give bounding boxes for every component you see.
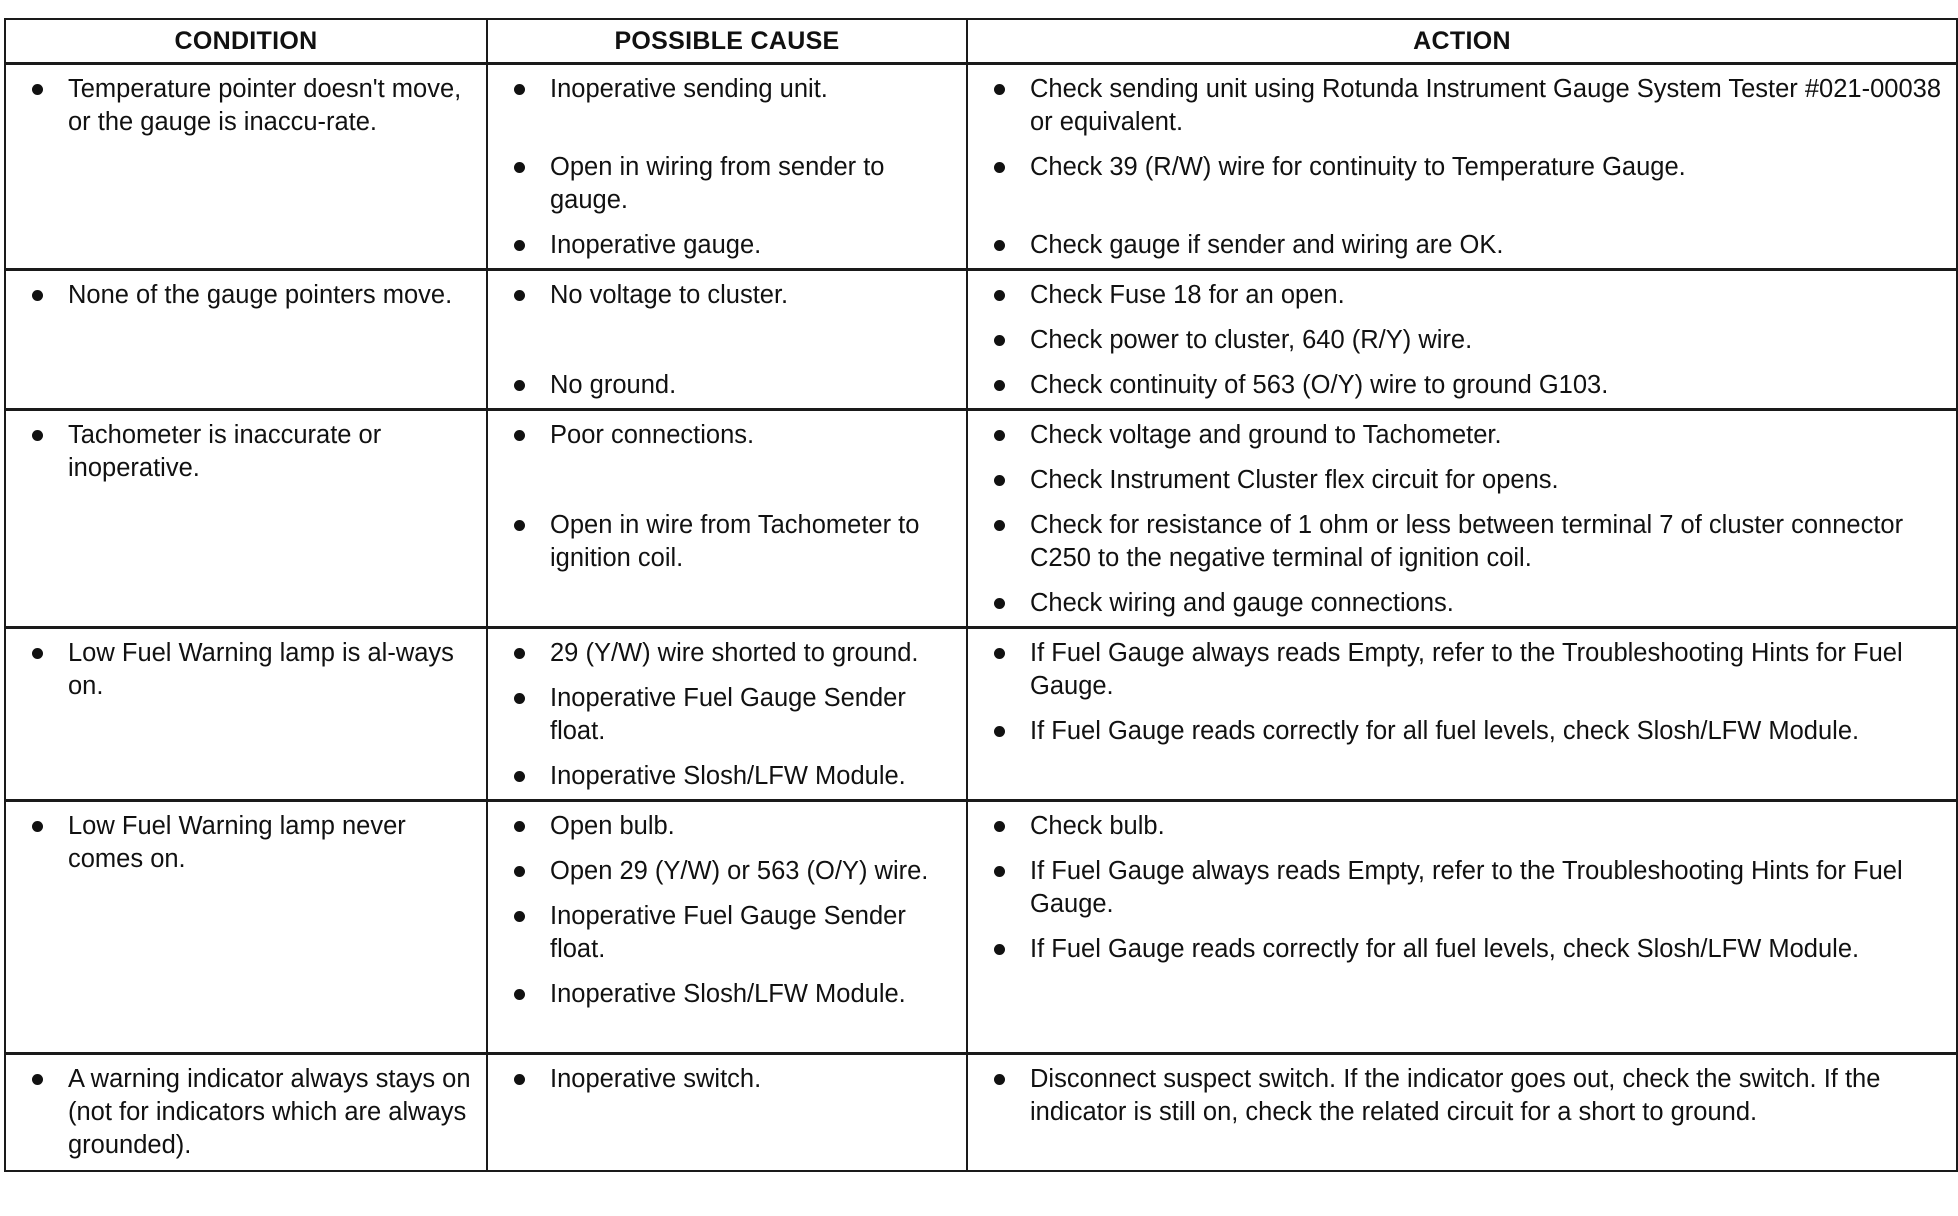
list-item: No voltage to cluster. [500, 279, 956, 312]
cause-cell [487, 628, 967, 801]
list-item: Low Fuel Warning lamp is al-ways on. [18, 637, 476, 703]
table-row [5, 410, 1957, 628]
list-item: If Fuel Gauge always reads Empty, refer to the Troubleshooting Hints for Fuel Gauge. [980, 855, 1946, 921]
list-item: Inoperative Fuel Gauge Sender float. [500, 682, 956, 748]
cause-cell [487, 801, 967, 1054]
table-row [5, 628, 1957, 801]
table-row [5, 270, 1957, 410]
list-item: If Fuel Gauge reads correctly for all fuel levels, check Slosh/LFW Module. [980, 715, 1946, 748]
list-item: Open 29 (Y/W) or 563 (O/Y) wire. [500, 855, 956, 888]
list-item: Inoperative switch. [500, 1063, 956, 1096]
header-action: ACTION [967, 19, 1957, 64]
list-item: Open in wiring from sender to gauge. [500, 151, 956, 217]
list-item: Disconnect suspect switch. If the indicator goes out, check the switch. If the indicator is still on, check the related circuit for a short to ground. [980, 1063, 1946, 1129]
header-possible-cause: POSSIBLE CAUSE [487, 19, 967, 64]
list-item: Check bulb. [980, 810, 1946, 843]
action-cell [967, 1054, 1957, 1171]
condition-cell [5, 270, 487, 410]
list-item: None of the gauge pointers move. [18, 279, 476, 312]
list-item: Check Instrument Cluster flex circuit for opens. [980, 464, 1946, 497]
action-cell [967, 270, 1957, 410]
list-item: Check continuity of 563 (O/Y) wire to ground G103. [980, 369, 1946, 402]
diagnosis-table-container [4, 18, 1956, 1172]
condition-cell [5, 64, 487, 270]
condition-cell [5, 1054, 487, 1171]
action-cell [967, 410, 1957, 628]
header-condition: CONDITION [5, 19, 487, 64]
cause-cell [487, 1054, 967, 1171]
list-item: Inoperative sending unit. [500, 73, 956, 106]
cause-cell [487, 64, 967, 270]
diagnosis-table [4, 18, 1958, 1172]
list-item: Check gauge if sender and wiring are OK. [980, 229, 1946, 262]
table-row [5, 1054, 1957, 1171]
condition-cell [5, 628, 487, 801]
action-cell [967, 801, 1957, 1054]
condition-cell [5, 801, 487, 1054]
list-item: Temperature pointer doesn't move, or the gauge is inaccu-rate. [18, 73, 476, 139]
list-item: Check power to cluster, 640 (R/Y) wire. [980, 324, 1946, 357]
list-item: Inoperative Fuel Gauge Sender float. [500, 900, 956, 966]
list-item: Check voltage and ground to Tachometer. [980, 419, 1946, 452]
list-item: Check 39 (R/W) wire for continuity to Temperature Gauge. [980, 151, 1946, 184]
list-item: 29 (Y/W) wire shorted to ground. [500, 637, 956, 670]
list-item: Inoperative Slosh/LFW Module. [500, 760, 956, 793]
list-item: Check sending unit using Rotunda Instrument Gauge System Tester #021-00038 or equivalent. [980, 73, 1946, 139]
list-item: If Fuel Gauge always reads Empty, refer to the Troubleshooting Hints for Fuel Gauge. [980, 637, 1946, 703]
action-cell [967, 628, 1957, 801]
table-row [5, 64, 1957, 270]
action-cell [967, 64, 1957, 270]
list-item: Check for resistance of 1 ohm or less between terminal 7 of cluster connector C250 to the negative terminal of ignition coil. [980, 509, 1946, 575]
cause-cell [487, 270, 967, 410]
list-item: Check wiring and gauge connections. [980, 587, 1946, 620]
header-row [5, 19, 1957, 64]
list-item: If Fuel Gauge reads correctly for all fuel levels, check Slosh/LFW Module. [980, 933, 1946, 966]
table-row [5, 801, 1957, 1054]
list-item: Inoperative gauge. [500, 229, 956, 262]
list-item: A warning indicator always stays on (not for indicators which are always grounded). [18, 1063, 476, 1162]
list-item: Open bulb. [500, 810, 956, 843]
list-item: Poor connections. [500, 419, 956, 452]
list-item: No ground. [500, 369, 956, 402]
list-item: Check Fuse 18 for an open. [980, 279, 1946, 312]
cause-cell [487, 410, 967, 628]
list-item: Open in wire from Tachometer to ignition coil. [500, 509, 956, 575]
list-item: Low Fuel Warning lamp never comes on. [18, 810, 476, 876]
condition-cell [5, 410, 487, 628]
list-item: Tachometer is inaccurate or inoperative. [18, 419, 476, 485]
list-item: Inoperative Slosh/LFW Module. [500, 978, 956, 1011]
